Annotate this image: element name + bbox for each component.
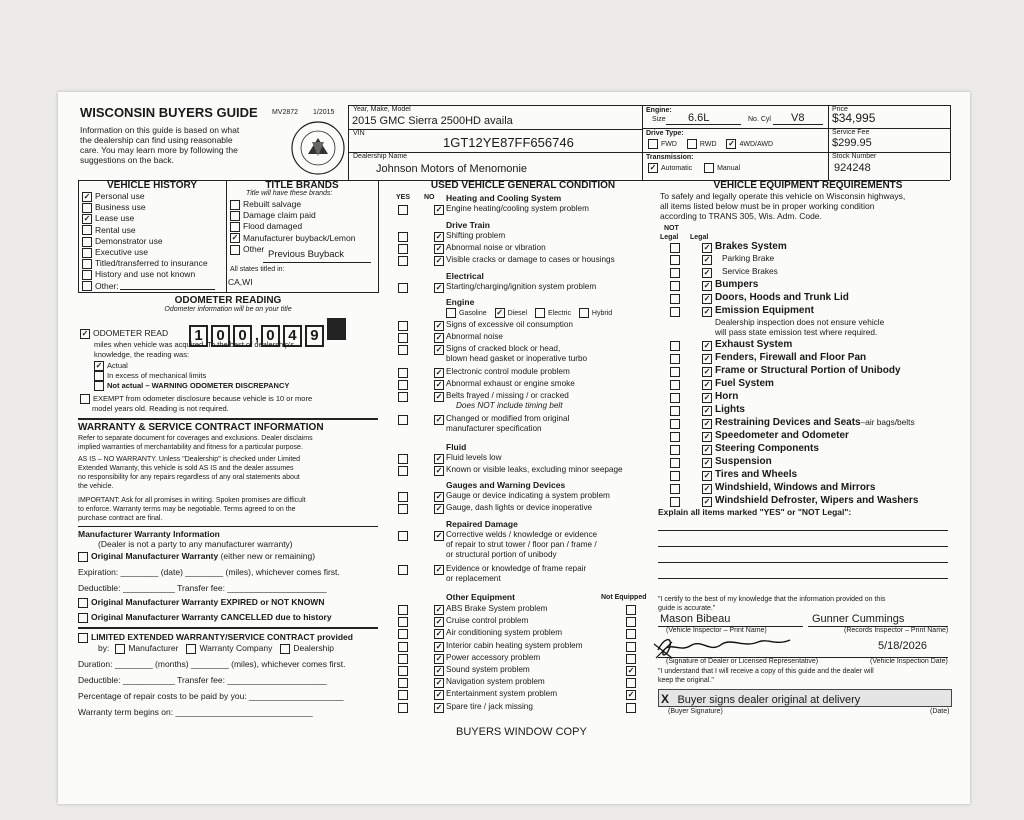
condition-yes-checkbox[interactable] xyxy=(398,629,408,639)
history-item[interactable]: Executive use xyxy=(82,247,208,258)
history-item[interactable]: Titled/transferred to insurance xyxy=(82,258,208,269)
not-legal-checkbox[interactable] xyxy=(670,406,680,416)
warranty-p2: AS IS – NO WARRANTY. Unless "Dealership" is checked under Limited Extended Warranty, this vehicle is sold AS IS and the dealer assumes no responsibility for any repairs regardless of any oral statements about the vehicle. xyxy=(78,456,301,490)
limited-options: by: Manufacturer Warranty Company Dealership xyxy=(98,643,334,653)
condition-item: Abnormal noise or vibration xyxy=(446,243,546,252)
legal-checkbox[interactable]: ✓ xyxy=(703,281,711,290)
not-legal-checkbox[interactable] xyxy=(670,432,680,442)
condition-no-checkbox[interactable]: ✓ xyxy=(435,454,443,463)
odometer-line1: miles when vehicle was acquired. To the best of dealership's xyxy=(94,340,295,349)
certify-text: "I certify to the best of my knowledge that the information provided on this guide is accurate." xyxy=(658,596,886,612)
engine-header: Engine xyxy=(446,297,475,307)
condition-no-checkbox[interactable]: ✓ xyxy=(435,380,443,389)
condition-yes-checkbox[interactable] xyxy=(398,232,408,242)
condition-no-checkbox[interactable]: ✓ xyxy=(435,504,443,513)
history-item[interactable]: Demonstrator use xyxy=(82,236,208,247)
condition-title: USED VEHICLE GENERAL CONDITION xyxy=(430,180,616,191)
other-equipment-item: Entertainment system problem xyxy=(446,689,558,699)
receive-text: "I understand that I will receive a copy of this guide and the dealer will keep the original." xyxy=(658,668,874,684)
deductible-row-2: Deductible: ___________ Transfer fee: _____________________ xyxy=(78,675,327,685)
condition-yes-checkbox[interactable] xyxy=(398,531,408,541)
odometer-title: ODOMETER READING xyxy=(174,295,282,306)
condition-yes-checkbox[interactable] xyxy=(398,333,408,343)
not-legal-checkbox[interactable] xyxy=(670,471,680,481)
not-legal-checkbox[interactable] xyxy=(670,419,680,429)
condition-item: Gauge, dash lights or device inoperative xyxy=(446,503,593,512)
fuel-options: Gasoline ✓ Diesel Electric Hybrid xyxy=(446,308,612,318)
not-equipped-checkbox[interactable]: ✓ xyxy=(627,666,635,675)
condition-yes-checkbox[interactable] xyxy=(398,504,408,514)
term-row: Warranty term begins on: _____________________________ xyxy=(78,707,313,717)
condition-no-checkbox[interactable]: ✓ xyxy=(435,641,443,651)
legal-checkbox[interactable]: ✓ xyxy=(703,255,711,264)
form-number: MV2872 xyxy=(272,109,299,116)
condition-item: Electronic control module problem xyxy=(446,367,570,376)
other-equipment-item: Air conditioning system problem xyxy=(446,628,563,638)
brand-item[interactable]: Other xyxy=(230,244,355,255)
condition-yes-checkbox[interactable] xyxy=(398,454,408,464)
size-value: 6.6L xyxy=(688,112,710,124)
brand-item[interactable]: Flood damaged xyxy=(230,221,355,232)
legal-checkbox[interactable]: ✓ xyxy=(703,294,711,303)
legal-checkbox[interactable]: ✓ xyxy=(703,268,711,277)
other-equipment-item: Navigation system problem xyxy=(446,677,545,687)
equipment-item: Windshield, Windows and Mirrors xyxy=(715,482,876,493)
stock-label: Stock Number xyxy=(832,153,877,160)
condition-item: or replacement xyxy=(446,574,501,583)
not-legal-checkbox[interactable] xyxy=(670,255,680,265)
brand-item[interactable]: Damage claim paid xyxy=(230,210,355,221)
condition-item: of repair to strut tower / floor pan / frame / xyxy=(446,540,597,549)
dealer-label: Dealership Name xyxy=(353,153,408,160)
percentage-row: Percentage of repair costs to be paid by you: ____________________ xyxy=(78,691,344,701)
not-legal-checkbox[interactable] xyxy=(670,458,680,468)
drive-rwd-checkbox[interactable] xyxy=(687,139,697,149)
equipment-item: Exhaust System xyxy=(715,339,793,350)
legal-checkbox[interactable]: ✓ xyxy=(703,432,711,441)
not-legal-header-2: Legal xyxy=(660,234,679,241)
other-equipment-item: Cruise control problem xyxy=(446,616,529,626)
not-legal-checkbox[interactable] xyxy=(670,294,680,304)
condition-item: Belts frayed / missing / or cracked xyxy=(446,391,569,400)
condition-no-checkbox[interactable]: ✓ xyxy=(435,653,443,663)
history-item[interactable]: History and use not known xyxy=(82,269,208,280)
condition-yes-checkbox[interactable] xyxy=(398,466,408,476)
condition-yes-checkbox[interactable] xyxy=(398,605,408,615)
condition-no-checkbox[interactable]: ✓ xyxy=(435,333,443,342)
condition-item: Corrective welds / knowledge or evidence xyxy=(446,530,598,539)
drive-options: FWD RWD ✓ 4WD/AWD xyxy=(648,139,773,149)
condition-item: Gauge or device indicating a system problem xyxy=(446,491,610,500)
condition-yes-checkbox[interactable] xyxy=(398,392,408,402)
explain-label: Explain all items marked "YES" or "NOT Legal": xyxy=(658,507,852,517)
electrical-header: Electrical xyxy=(446,271,484,281)
condition-item: manufacturer specification xyxy=(446,424,542,433)
orig-warranty[interactable]: Original Manufacturer Warranty (either new or remaining) xyxy=(78,551,315,562)
inspector-label: (Vehicle Inspector – Print Name) xyxy=(666,627,767,634)
fluid-header: Fluid xyxy=(446,442,467,452)
not-legal-checkbox[interactable] xyxy=(670,367,680,377)
other-equipment-item: ABS Brake System problem xyxy=(446,604,548,613)
condition-yes-checkbox[interactable] xyxy=(398,642,408,652)
equipment-item: Doors, Hoods and Trunk Lid xyxy=(715,292,849,303)
warranty-p1: Refer to separate document for coverages and exclusions. Dealer disclaims implied warranties of merchantability and fitness for a particular purpose. xyxy=(78,435,313,451)
states-label: All states titled in: xyxy=(230,266,285,273)
service-fee-label: Service Fee xyxy=(832,129,870,136)
legal-header: Legal xyxy=(690,234,709,241)
brands-title: TITLE BRANDS xyxy=(265,180,339,191)
condition-yes-checkbox[interactable] xyxy=(398,703,408,713)
vehicle-inspector-name: Mason Bibeau xyxy=(660,613,731,625)
drive-label: Drive Type: xyxy=(646,130,684,137)
legal-checkbox[interactable]: ✓ xyxy=(703,406,711,415)
intro-text: Information on this guide is based on what the dealership can find using reasonable care. You may learn more by following the suggestions on the back. xyxy=(80,125,240,165)
brand-item[interactable]: ✓ Manufacturer buyback/Lemon xyxy=(231,232,356,243)
stock-value: 924248 xyxy=(834,162,871,174)
condition-yes-checkbox[interactable] xyxy=(398,678,408,688)
state-seal-icon xyxy=(286,118,350,178)
legal-checkbox[interactable]: ✓ xyxy=(703,367,711,376)
condition-no-checkbox[interactable]: ✓ xyxy=(435,666,443,675)
legal-checkbox[interactable]: ✓ xyxy=(703,243,711,252)
condition-item: or structural portion of unibody xyxy=(446,550,557,559)
brands-list xyxy=(230,199,355,255)
other-equipment-item: Interior cabin heating system problem xyxy=(446,640,583,650)
condition-no-checkbox[interactable]: ✓ xyxy=(435,415,443,424)
vin-value: 1GT12YE87FF656746 xyxy=(443,135,574,150)
legal-checkbox[interactable]: ✓ xyxy=(703,484,711,493)
not-legal-checkbox[interactable] xyxy=(670,354,680,364)
not-legal-checkbox[interactable] xyxy=(670,497,680,507)
not-legal-checkbox[interactable] xyxy=(670,268,680,278)
signature-label: (Signature of Dealer or Licensed Representative) xyxy=(666,658,819,665)
equipment-item: Restraining Devices and Seats–air bags/belts xyxy=(715,417,915,428)
not-legal-checkbox[interactable] xyxy=(670,484,680,494)
legal-checkbox[interactable]: ✓ xyxy=(703,354,711,363)
footer-label: BUYERS WINDOW COPY xyxy=(456,726,587,738)
not-equipped-checkbox[interactable] xyxy=(626,678,636,688)
equipment-item: Steering Components xyxy=(715,443,819,454)
equipment-item: Parking Brake xyxy=(722,253,775,263)
condition-yes-checkbox[interactable] xyxy=(398,666,408,676)
condition-no-checkbox[interactable]: ✓ xyxy=(435,617,443,627)
history-item[interactable]: Other: xyxy=(82,281,208,292)
trans-manual-checkbox[interactable] xyxy=(704,163,714,173)
buyer-date-label: (Date) xyxy=(930,708,950,715)
condition-no-checkbox[interactable]: ✓ xyxy=(435,605,443,614)
condition-item: Abnormal noise xyxy=(446,332,503,341)
service-fee-value: $299.95 xyxy=(832,137,872,149)
condition-item: blown head gasket or inoperative turbo xyxy=(446,354,588,363)
condition-no-checkbox[interactable]: ✓ xyxy=(435,678,443,688)
equipment-intro: To safely and legally operate this vehicle on Wisconsin highways, all items listed below must be in proper working condition according to TRANS 305, Wis. Adm. Code. xyxy=(660,191,906,221)
legal-checkbox[interactable]: ✓ xyxy=(703,380,711,389)
not-legal-checkbox[interactable] xyxy=(670,307,680,317)
gauges-header: Gauges and Warning Devices xyxy=(446,480,566,490)
condition-yes-checkbox[interactable] xyxy=(398,244,408,254)
not-equipped-header: Not Equipped xyxy=(601,594,647,601)
condition-item: Abnormal exhaust or engine smoke xyxy=(446,379,575,388)
condition-yes-checkbox[interactable] xyxy=(398,617,408,627)
equipment-item: Horn xyxy=(715,391,739,402)
limited-warranty[interactable]: LIMITED EXTENDED WARRANTY/SERVICE CONTRACT provided xyxy=(78,632,353,643)
no-header: NO xyxy=(424,194,435,201)
condition-no-checkbox[interactable]: ✓ xyxy=(435,690,443,700)
odometer-options: ✓ Actual In excess of mechanical limits Not actual – WARNING ODOMETER DISCREPANCY xyxy=(95,361,290,391)
drive-4wd-checkbox[interactable]: ✓ xyxy=(728,139,735,148)
yes-header: YES xyxy=(396,194,411,201)
condition-no-checkbox[interactable]: ✓ xyxy=(435,492,443,501)
condition-yes-checkbox[interactable] xyxy=(398,321,408,331)
condition-item: Signs of cracked block or head, xyxy=(446,344,561,353)
condition-item: Engine heating/cooling system problem xyxy=(446,204,589,213)
condition-no-checkbox[interactable]: ✓ xyxy=(435,466,443,475)
odometer-exempt: EXEMPT from odometer disclosure because vehicle is 10 or more model years old. Reading is not required. xyxy=(80,394,312,414)
form-title: WISCONSIN BUYERS GUIDE xyxy=(80,105,258,120)
not-equipped-checkbox[interactable] xyxy=(626,605,636,615)
cancelled-warranty[interactable]: Original Manufacturer Warranty CANCELLED due to history xyxy=(78,612,332,623)
condition-item: Visible cracks or damage to cases or housings xyxy=(446,255,615,264)
expiration-row: Expiration: ________ (date) ________ (miles), whichever comes first. xyxy=(78,567,340,577)
warranty-title: WARRANTY & SERVICE CONTRACT INFORMATION xyxy=(78,422,324,433)
dealer-value: Johnson Motors of Menomonie xyxy=(376,163,528,175)
odometer-read-label: ✓ ODOMETER READ xyxy=(81,328,169,338)
buyer-sig-label: (Buyer Signature) xyxy=(668,708,723,715)
size-label: Size xyxy=(652,116,666,123)
price-label: Price xyxy=(832,106,848,113)
equipment-item: Windshield Defroster, Wipers and Washers xyxy=(715,495,919,506)
not-legal-checkbox[interactable] xyxy=(670,393,680,403)
legal-checkbox[interactable]: ✓ xyxy=(703,307,711,316)
buyers-guide-form xyxy=(58,92,970,804)
transmission-label: Transmission: xyxy=(646,154,694,161)
legal-checkbox[interactable]: ✓ xyxy=(703,497,711,506)
cyl-label: No. Cyl xyxy=(748,116,771,123)
equipment-item: Emission Equipment xyxy=(715,305,814,316)
not-equipped-checkbox[interactable] xyxy=(626,642,636,652)
condition-no-checkbox[interactable]: ✓ xyxy=(435,205,443,214)
condition-yes-checkbox[interactable] xyxy=(398,205,408,215)
duration-row: Duration: ________ (months) ________ (miles), whichever comes first. xyxy=(78,659,346,669)
expired-warranty[interactable]: Original Manufacturer Warranty EXPIRED or NOT KNOWN xyxy=(78,597,324,608)
not-legal-checkbox[interactable] xyxy=(670,380,680,390)
condition-no-checkbox[interactable]: ✓ xyxy=(435,345,443,354)
condition-item: Starting/charging/ignition system problem xyxy=(446,282,597,291)
odometer-digits: 1 0 0 , 0 4 9 xyxy=(189,318,349,347)
condition-yes-checkbox[interactable] xyxy=(398,415,408,425)
condition-yes-checkbox[interactable] xyxy=(398,380,408,390)
condition-yes-checkbox[interactable] xyxy=(398,345,408,355)
history-item[interactable]: ✓ Lease use xyxy=(83,213,135,224)
mfr-title: Manufacturer Warranty Information xyxy=(78,529,220,539)
not-legal-checkbox[interactable] xyxy=(670,281,680,291)
date-label: (Vehicle Inspection Date) xyxy=(870,658,948,665)
condition-yes-checkbox[interactable] xyxy=(398,283,408,293)
trans-automatic-checkbox[interactable]: ✓ xyxy=(649,163,657,172)
condition-no-checkbox[interactable]: ✓ xyxy=(435,531,443,540)
condition-item: Known or visible leaks, excluding minor seepage xyxy=(446,465,623,474)
condition-yes-checkbox[interactable] xyxy=(398,654,408,664)
warranty-p3: IMPORTANT: Ask for all promises in writing. Spoken promises are difficult to enforce. Warranty terms may be negotiable. Terms agreed to on the purchase contract are final. xyxy=(78,497,306,522)
other-header: Other Equipment xyxy=(446,592,515,602)
buyer-signature-field[interactable]: X Buyer signs dealer original at delivery xyxy=(658,689,952,707)
heating-header: Heating and Cooling System xyxy=(446,193,562,203)
records-inspector-name: Gunner Cummings xyxy=(812,613,905,625)
condition-no-checkbox[interactable]: ✓ xyxy=(435,368,443,377)
not-equipped-checkbox[interactable] xyxy=(626,617,636,627)
deductible-row: Deductible: ___________ Transfer fee: _____________________ xyxy=(78,583,327,593)
condition-no-checkbox[interactable]: ✓ xyxy=(435,392,443,401)
legal-checkbox[interactable]: ✓ xyxy=(703,419,711,428)
history-title: VEHICLE HISTORY xyxy=(106,180,197,191)
brand-item[interactable]: Rebuilt salvage xyxy=(230,199,355,210)
other-equipment-item: Power accessory problem xyxy=(446,652,541,662)
equipment-item: Lights xyxy=(715,404,745,415)
condition-no-checkbox[interactable]: ✓ xyxy=(435,702,443,712)
ymm-value: 2015 GMC Sierra 2500HD availa xyxy=(352,115,513,127)
condition-item: Fluid levels low xyxy=(446,453,502,462)
brand-other-value: Previous Buyback xyxy=(268,249,345,260)
condition-item: Signs of excessive oil consumption xyxy=(446,320,573,329)
equipment-item: will pass state emission test where required. xyxy=(715,327,878,337)
not-equipped-checkbox[interactable] xyxy=(626,629,636,639)
equipment-item: Service Brakes xyxy=(722,266,778,276)
engine-label: Engine: xyxy=(646,107,672,114)
history-item[interactable]: Rental use xyxy=(82,225,208,236)
not-legal-checkbox[interactable] xyxy=(670,243,680,253)
not-equipped-checkbox[interactable] xyxy=(626,654,636,664)
not-legal-checkbox[interactable] xyxy=(670,341,680,351)
drive-header: Drive Train xyxy=(446,220,490,230)
history-item[interactable]: ✓ Personal use xyxy=(83,191,145,201)
legal-checkbox[interactable]: ✓ xyxy=(703,471,711,480)
odometer-subtitle: Odometer information will be on your title xyxy=(164,306,292,313)
drive-fwd-checkbox[interactable] xyxy=(648,139,658,149)
not-equipped-checkbox[interactable] xyxy=(626,703,636,713)
condition-no-checkbox[interactable]: ✓ xyxy=(435,565,443,574)
equipment-item: Fuel System xyxy=(715,378,774,389)
other-equipment-item: Spare tire / jack missing xyxy=(446,701,533,711)
equipment-item: Frame or Structural Portion of Unibody xyxy=(715,365,901,376)
equipment-item: Bumpers xyxy=(715,279,759,290)
equipment-item: Dealership inspection does not ensure vehicle xyxy=(715,317,885,327)
condition-no-checkbox[interactable]: ✓ xyxy=(435,244,443,253)
legal-checkbox[interactable]: ✓ xyxy=(703,341,711,350)
not-legal-checkbox[interactable] xyxy=(670,445,680,455)
equipment-item: Speedometer and Odometer xyxy=(715,430,849,441)
condition-item: Shifting problem xyxy=(446,231,506,240)
condition-item: Evidence or knowledge of frame repair xyxy=(446,564,587,573)
legal-checkbox[interactable]: ✓ xyxy=(703,445,711,454)
condition-yes-checkbox[interactable] xyxy=(398,690,408,700)
cyl-value: V8 xyxy=(791,112,805,124)
condition-no-checkbox[interactable]: ✓ xyxy=(435,629,443,639)
history-list xyxy=(82,191,208,292)
condition-item: Changed or modified from original xyxy=(446,414,570,423)
condition-yes-checkbox[interactable] xyxy=(398,256,408,266)
condition-no-checkbox[interactable]: ✓ xyxy=(435,256,443,265)
not-equipped-checkbox[interactable]: ✓ xyxy=(627,690,635,700)
transmission-options: ✓ Automatic Manual xyxy=(649,163,741,172)
ymm-label: Year, Make, Model xyxy=(353,106,411,113)
mfr-sub: (Dealer is not a party to any manufacturer warranty) xyxy=(98,539,293,549)
condition-yes-checkbox[interactable] xyxy=(398,492,408,502)
other-equipment-item: Sound system problem xyxy=(446,665,530,674)
legal-checkbox[interactable]: ✓ xyxy=(703,458,711,467)
inspection-date: 5/18/2026 xyxy=(878,640,927,652)
repaired-header: Repaired Damage xyxy=(446,519,518,529)
odometer-line2: knowledge, the reading was: xyxy=(94,350,190,359)
brands-subtitle: Title will have these brands: xyxy=(246,190,333,197)
equipment-title: VEHICLE EQUIPMENT REQUIREMENTS xyxy=(713,180,903,191)
equipment-item: Fenders, Firewall and Floor Pan xyxy=(715,352,867,363)
not-legal-header: NOT xyxy=(664,225,679,232)
records-label: (Records Inspector – Print Name) xyxy=(844,627,949,634)
states-value: CA,WI xyxy=(228,277,253,287)
condition-item: Does NOT include timing belt xyxy=(456,401,563,410)
equipment-item: Suspension xyxy=(715,456,772,467)
history-item[interactable]: Business use xyxy=(82,202,208,213)
equipment-item: Brakes System xyxy=(715,241,787,252)
condition-no-checkbox[interactable]: ✓ xyxy=(435,283,443,292)
condition-no-checkbox[interactable]: ✓ xyxy=(435,321,443,330)
form-date: 1/2015 xyxy=(313,109,335,116)
price-value: $34,995 xyxy=(832,111,876,125)
condition-no-checkbox[interactable]: ✓ xyxy=(435,232,443,241)
vin-label: VIN xyxy=(353,130,365,137)
equipment-item: Tires and Wheels xyxy=(715,469,798,480)
condition-yes-checkbox[interactable] xyxy=(398,368,408,378)
legal-checkbox[interactable]: ✓ xyxy=(703,393,711,402)
condition-yes-checkbox[interactable] xyxy=(398,565,408,575)
